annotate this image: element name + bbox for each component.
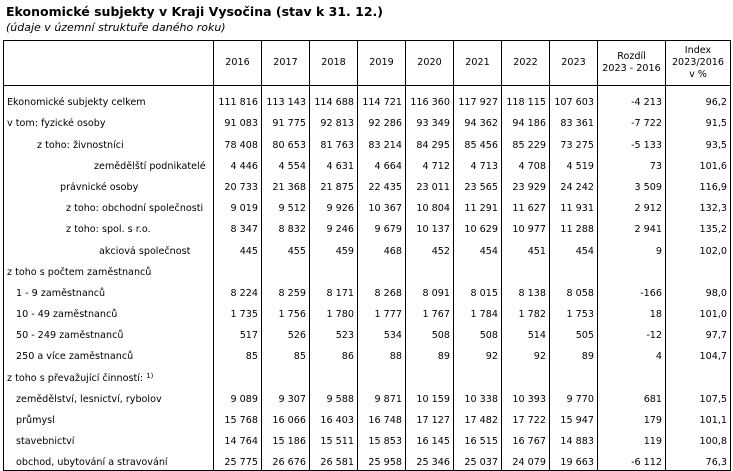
cell-2017: 9 307 [262,386,310,407]
cell-2020: 16 145 [406,428,454,449]
cell-2019: 10 367 [358,195,406,216]
cell-index: 76,3 [666,449,731,471]
cell-index: 116,9 [666,174,731,195]
cell-2017: 9 512 [262,195,310,216]
cell-2018 [310,259,358,280]
cell-2018: 26 581 [310,449,358,471]
cell-2023: 24 242 [550,174,598,195]
cell-2022: 10 393 [502,386,550,407]
cell-2019: 534 [358,322,406,343]
table-row [4,86,731,111]
cell-2019: 9 679 [358,216,406,237]
cell-2022: 11 627 [502,195,550,216]
cell-2017: 8 259 [262,280,310,301]
cell-index: 102,0 [666,237,731,258]
row-label: zemědělští podnikatelé [4,153,214,174]
cell-2022: 23 929 [502,174,550,195]
cell-difference [598,259,666,280]
cell-2017: 26 676 [262,449,310,471]
cell-difference: 3 509 [598,174,666,195]
cell-2023: 14 883 [550,428,598,449]
cell-index: 101,1 [666,407,731,428]
cell-2021: 94 362 [454,110,502,131]
cell-index: 91,5 [666,110,731,131]
cell-2017: 526 [262,322,310,343]
cell-2018: 459 [310,237,358,258]
cell-2023: 15 947 [550,407,598,428]
table-row [4,301,731,322]
cell-2021: 508 [454,322,502,343]
cell-2021: 4 713 [454,153,502,174]
cell-2019: 83 214 [358,131,406,152]
header-2016: 2016 [214,41,262,86]
cell-2018: 86 [310,343,358,364]
table-header-row [4,41,731,86]
cell-index: 98,0 [666,280,731,301]
cell-index: 135,2 [666,216,731,237]
cell-2020: 452 [406,237,454,258]
cell-2023: 4 519 [550,153,598,174]
page-subtitle: (údaje v územní struktuře daného roku) [6,21,226,34]
cell-2020: 10 804 [406,195,454,216]
cell-difference: 179 [598,407,666,428]
row-label: akciová společnost [4,237,214,258]
table-row [4,174,731,195]
table-row [4,322,731,343]
cell-2016: 85 [214,343,262,364]
table-row [4,449,731,471]
table-row [4,428,731,449]
header-index-line1: Index [684,45,712,56]
cell-difference: -7 722 [598,110,666,131]
cell-2023 [550,259,598,280]
table-row [4,364,731,385]
cell-2020: 10 159 [406,386,454,407]
cell-difference: 681 [598,386,666,407]
table-row [4,407,731,428]
cell-2020: 1 767 [406,301,454,322]
cell-2019: 92 286 [358,110,406,131]
cell-2016: 517 [214,322,262,343]
cell-index: 97,7 [666,322,731,343]
cell-2023: 73 275 [550,131,598,152]
row-label: Ekonomické subjekty celkem [4,86,214,111]
cell-2022: 8 138 [502,280,550,301]
row-label: právnické osoby [4,174,214,195]
table-row [4,216,731,237]
cell-index: 101,0 [666,301,731,322]
cell-2022: 94 186 [502,110,550,131]
cell-2019: 4 664 [358,153,406,174]
row-label: stavebnictví [4,428,214,449]
cell-2019: 22 435 [358,174,406,195]
cell-2020: 89 [406,343,454,364]
cell-2021 [454,364,502,385]
cell-2022 [502,259,550,280]
cell-difference: 9 [598,237,666,258]
row-label: 1 - 9 zaměstnanců [4,280,214,301]
header-2019: 2019 [358,41,406,86]
cell-2017 [262,364,310,385]
cell-2019: 1 777 [358,301,406,322]
cell-2017 [262,259,310,280]
footnote-mark: 1) [146,371,154,380]
cell-difference: 119 [598,428,666,449]
cell-2021: 85 456 [454,131,502,152]
header-2021: 2021 [454,41,502,86]
cell-2021: 10 338 [454,386,502,407]
cell-2020: 93 349 [406,110,454,131]
cell-2018: 9 588 [310,386,358,407]
cell-2022: 451 [502,237,550,258]
table-row [4,259,731,280]
table-row [4,153,731,174]
cell-2018: 114 688 [310,86,358,111]
cell-2016: 111 816 [214,86,262,111]
cell-2020: 25 346 [406,449,454,471]
cell-2018: 4 631 [310,153,358,174]
cell-2020: 23 011 [406,174,454,195]
cell-2016 [214,259,262,280]
page-title: Ekonomické subjekty v Kraji Vysočina (stav k 31. 12.) [6,4,383,19]
cell-2020: 84 295 [406,131,454,152]
cell-2023: 1 753 [550,301,598,322]
cell-2016: 8 224 [214,280,262,301]
cell-2019: 25 958 [358,449,406,471]
table-row [4,195,731,216]
cell-2017: 4 554 [262,153,310,174]
cell-2019 [358,364,406,385]
cell-index: 93,5 [666,131,731,152]
table-row [4,131,731,152]
cell-2017: 113 143 [262,86,310,111]
cell-2022: 85 229 [502,131,550,152]
cell-2022 [502,364,550,385]
cell-2020 [406,259,454,280]
row-label [4,364,214,385]
cell-2018: 92 813 [310,110,358,131]
cell-2016 [214,364,262,385]
cell-2022: 514 [502,322,550,343]
cell-2023: 11 288 [550,216,598,237]
row-label: z toho: živnostníci [4,131,214,152]
cell-2021: 117 927 [454,86,502,111]
cell-2022: 24 079 [502,449,550,471]
data-table [3,40,731,471]
cell-2017: 1 756 [262,301,310,322]
row-label: z toho s počtem zaměstnanců [4,259,214,280]
cell-difference: -166 [598,280,666,301]
cell-index: 104,7 [666,343,731,364]
cell-2020: 4 712 [406,153,454,174]
row-label: 50 - 249 zaměstnanců [4,322,214,343]
cell-2016: 1 735 [214,301,262,322]
cell-2017: 455 [262,237,310,258]
cell-2020 [406,364,454,385]
cell-2023: 454 [550,237,598,258]
cell-2016: 9 089 [214,386,262,407]
cell-2022: 17 722 [502,407,550,428]
row-label: z toho: spol. s r.o. [4,216,214,237]
header-label [4,41,214,86]
header-difference-line1: Rozdíl [617,51,646,62]
cell-2021: 16 515 [454,428,502,449]
cell-2016: 20 733 [214,174,262,195]
cell-difference: 4 [598,343,666,364]
cell-2020: 116 360 [406,86,454,111]
table-row [4,110,731,131]
cell-difference [598,364,666,385]
cell-2017: 85 [262,343,310,364]
cell-2017: 16 066 [262,407,310,428]
cell-2018: 8 171 [310,280,358,301]
cell-2017: 8 832 [262,216,310,237]
cell-2022: 92 [502,343,550,364]
table-row [4,343,731,364]
cell-2022: 118 115 [502,86,550,111]
cell-2022: 1 782 [502,301,550,322]
header-2018: 2018 [310,41,358,86]
cell-2018: 9 246 [310,216,358,237]
cell-2019: 88 [358,343,406,364]
cell-index: 132,3 [666,195,731,216]
cell-2019: 9 871 [358,386,406,407]
header-2022: 2022 [502,41,550,86]
cell-difference: 73 [598,153,666,174]
cell-2018: 16 403 [310,407,358,428]
cell-index: 96,2 [666,86,731,111]
cell-2019: 8 268 [358,280,406,301]
cell-2017: 15 186 [262,428,310,449]
cell-difference: 2 941 [598,216,666,237]
cell-2018: 9 926 [310,195,358,216]
cell-2023 [550,364,598,385]
cell-2019: 15 853 [358,428,406,449]
cell-2018: 81 763 [310,131,358,152]
cell-2023: 19 663 [550,449,598,471]
cell-2019: 16 748 [358,407,406,428]
cell-2021: 23 565 [454,174,502,195]
row-label: průmysl [4,407,214,428]
cell-2023: 83 361 [550,110,598,131]
cell-2021: 454 [454,237,502,258]
row-label: 250 a více zaměstnanců [4,343,214,364]
row-label: z toho: obchodní společnosti [4,195,214,216]
cell-2021: 17 482 [454,407,502,428]
row-label: obchod, ubytování a stravování [4,449,214,471]
cell-2018 [310,364,358,385]
cell-2020: 508 [406,322,454,343]
header-2023: 2023 [550,41,598,86]
cell-2021 [454,259,502,280]
cell-2016: 91 083 [214,110,262,131]
cell-2017: 91 775 [262,110,310,131]
cell-2022: 10 977 [502,216,550,237]
cell-2023: 8 058 [550,280,598,301]
row-label-text: z toho s převažující činností: [7,372,144,384]
cell-index: 100,8 [666,428,731,449]
header-index-line3: v % [689,69,707,80]
cell-index [666,364,731,385]
cell-difference: 18 [598,301,666,322]
cell-2021: 11 291 [454,195,502,216]
row-label: v tom: fyzické osoby [4,110,214,131]
cell-2019: 468 [358,237,406,258]
cell-2021: 8 015 [454,280,502,301]
cell-2016: 4 446 [214,153,262,174]
cell-2016: 15 768 [214,407,262,428]
cell-2023: 89 [550,343,598,364]
cell-2019: 114 721 [358,86,406,111]
cell-index [666,259,731,280]
cell-difference: -4 213 [598,86,666,111]
header-index [666,41,731,86]
cell-difference: -5 133 [598,131,666,152]
cell-2023: 505 [550,322,598,343]
header-difference-line2: 2023 - 2016 [602,63,661,74]
cell-2017: 80 653 [262,131,310,152]
row-label: zemědělství, lesnictví, rybolov [4,386,214,407]
cell-2020: 17 127 [406,407,454,428]
cell-2023: 11 931 [550,195,598,216]
cell-2018: 21 875 [310,174,358,195]
cell-2022: 16 767 [502,428,550,449]
cell-2021: 25 037 [454,449,502,471]
header-2020: 2020 [406,41,454,86]
table-row [4,386,731,407]
cell-2021: 10 629 [454,216,502,237]
table-row [4,280,731,301]
cell-2020: 10 137 [406,216,454,237]
header-2017: 2017 [262,41,310,86]
cell-2016: 8 347 [214,216,262,237]
cell-2018: 1 780 [310,301,358,322]
header-index-line2: 2023/2016 [671,57,725,68]
cell-2020: 8 091 [406,280,454,301]
cell-index: 101,6 [666,153,731,174]
cell-2016: 25 775 [214,449,262,471]
cell-2023: 9 770 [550,386,598,407]
cell-2021: 1 784 [454,301,502,322]
header-difference [598,41,666,86]
row-label: 10 - 49 zaměstnanců [4,301,214,322]
cell-2016: 78 408 [214,131,262,152]
cell-2016: 445 [214,237,262,258]
cell-2019 [358,259,406,280]
cell-difference: -12 [598,322,666,343]
cell-2023: 107 603 [550,86,598,111]
cell-2017: 21 368 [262,174,310,195]
cell-2016: 9 019 [214,195,262,216]
cell-2022: 4 708 [502,153,550,174]
cell-2018: 523 [310,322,358,343]
table-row [4,237,731,258]
cell-difference: 2 912 [598,195,666,216]
cell-2018: 15 511 [310,428,358,449]
cell-2016: 14 764 [214,428,262,449]
cell-index: 107,5 [666,386,731,407]
cell-2021: 92 [454,343,502,364]
cell-difference: -6 112 [598,449,666,471]
